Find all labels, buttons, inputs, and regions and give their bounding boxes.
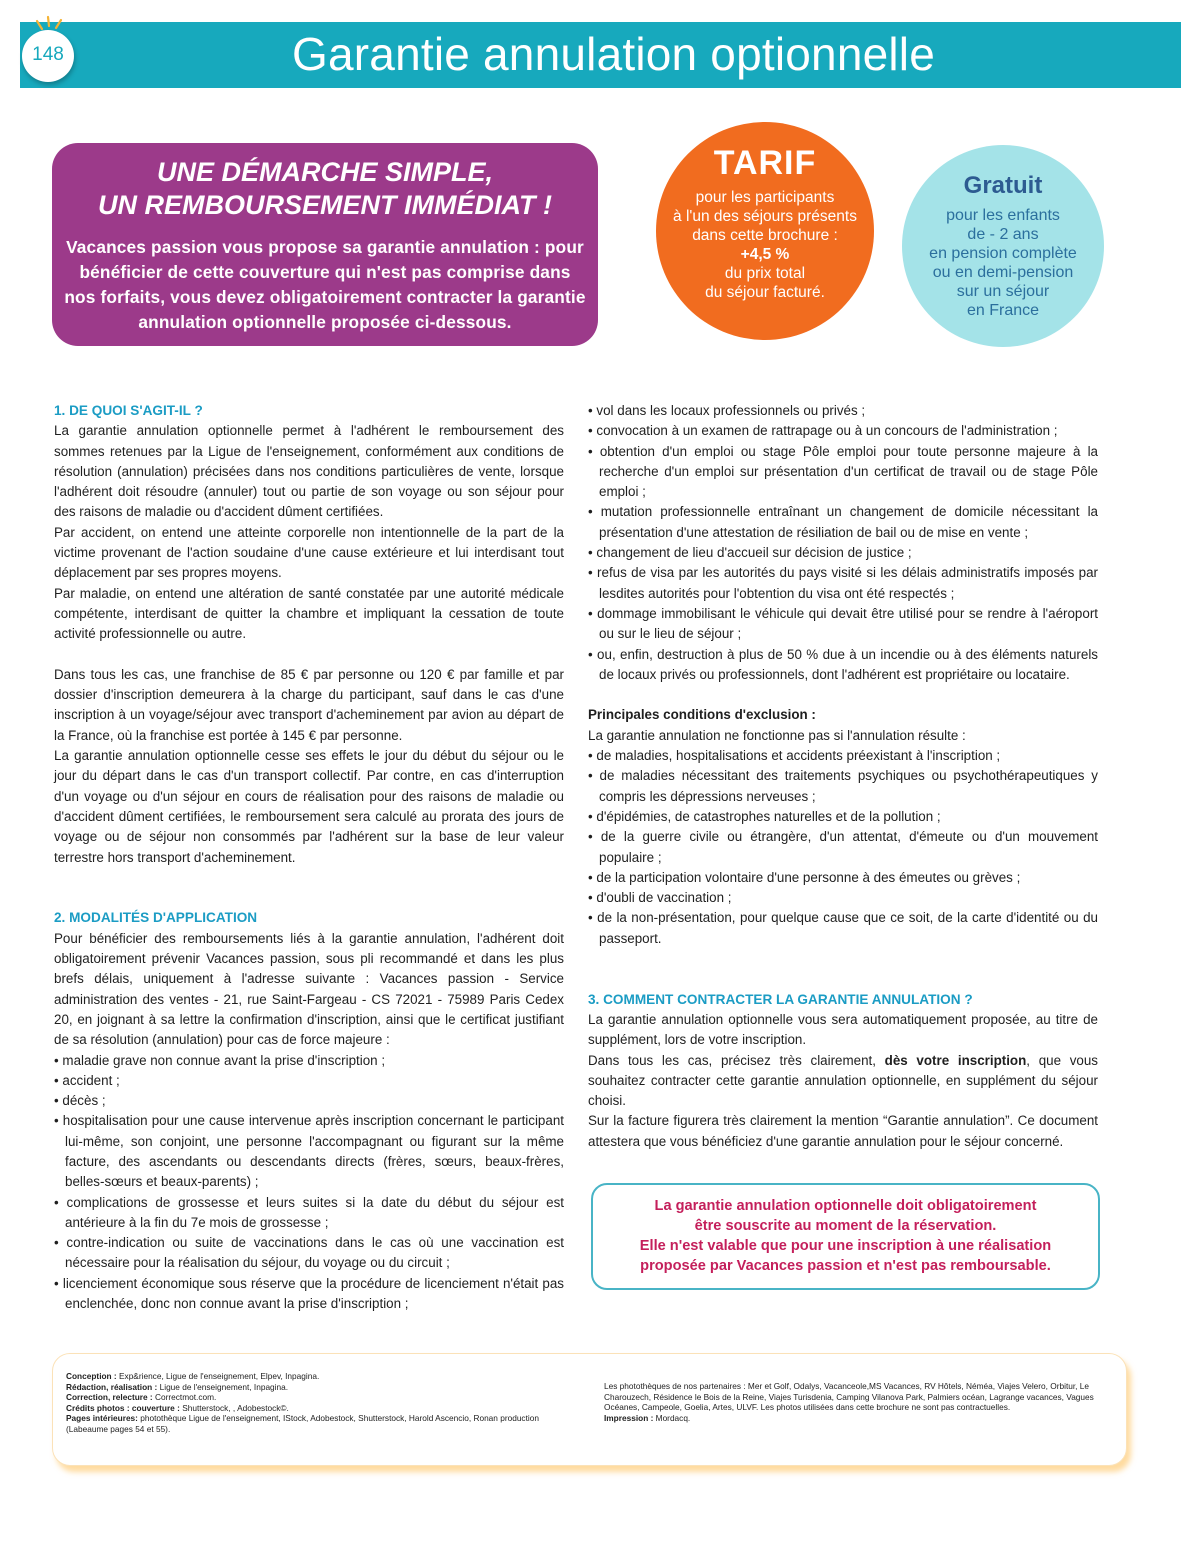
condition-item: • hospitalisation pour une cause intervenue après inscription concernant le participant lui-même, son conjoint, une personne l'accompagnant ou figurant sur la même facture, des ascendants ou descendants directs (frères, sœurs, beaux-frères, belles-sœurs et beaux-parents) ; [54, 1113, 564, 1190]
tarif-line: du prix total [724, 265, 806, 282]
credit-value: Correctmot.com. [155, 1392, 217, 1403]
credit-value: Mordacq. [655, 1412, 691, 1423]
section-1-paragraph: Dans tous les cas, une franchise de 85 € par personne ou 120 € par famille et par dossier d'inscription demeurera à la charge du participant, sauf dans le cas d'une inscription à un voyage/séjour avec transport d'acheminement par avion au départ de la France, où la franchise est portée à 145 € par personne. [54, 666, 564, 743]
notice-line: La garantie annulation optionnelle doit obligatoirement [654, 1198, 1037, 1214]
condition-item: • refus de visa par les autorités du pays visité si les délais administratifs imposés par lesdites autorités pour l'obtention du visa ont été respectés ; [588, 565, 1098, 601]
spacer [588, 949, 1098, 990]
condition-item: • décès ; [54, 1093, 106, 1109]
credit-line [66, 1392, 566, 1403]
credit-value: Ligue de l'enseignement, Inpagina. [159, 1381, 289, 1392]
tarif-line: pour les participants [695, 189, 835, 206]
exclusion-item: • de la non-présentation, pour quelque cause que ce soit, de la carte d'identité ou du passeport. [588, 910, 1098, 946]
credit-line [66, 1403, 566, 1414]
right-column [588, 401, 1098, 1152]
spacer [54, 868, 564, 909]
credit-line [66, 1382, 566, 1393]
gratuit-line: pour les enfants [946, 207, 1060, 224]
exclusion-item: • de maladies nécessitant des traitements psychiques ou psychothérapeutiques y compris les dépressions nerveuses ; [588, 768, 1098, 804]
tarif-percent: +4,5 % [740, 246, 790, 263]
section-3-emphasis: dès votre inscription [884, 1052, 1027, 1068]
condition-item: • dommage immobilisant le véhicule qui devait être utilisé pour se rendre à l'aéroport ou sur le lieu de séjour ; [588, 605, 1098, 642]
credits-right [604, 1381, 1124, 1423]
condition-item: • maladie grave non connue avant la prise d'inscription ; [54, 1052, 386, 1068]
credit-line [66, 1371, 566, 1382]
section-3-text: , que vous souhaitez contracter cette garantie annulation optionnelle, en supplément du séjour choisi. [588, 1052, 1098, 1109]
condition-item: • accident ; [54, 1072, 120, 1088]
notice-line: être souscrite au moment de la réservation. [694, 1218, 997, 1234]
notice-line: Elle n'est valable que pour une inscription à une réalisation [639, 1238, 1052, 1254]
exclusion-title: Principales conditions d'exclusion : [588, 707, 816, 723]
tarif-body [656, 188, 874, 302]
exclusion-item: • d'oubli de vaccination ; [588, 890, 732, 906]
gratuit-line: de - 2 ans [967, 226, 1039, 243]
promo-box [52, 143, 598, 346]
promo-headline-line-2: UN REMBOURSEMENT IMMÉDIAT ! [98, 190, 552, 220]
gratuit-badge [902, 145, 1104, 347]
exclusion-item: • de la participation volontaire d'une personne à des émeutes ou grèves ; [588, 869, 1021, 885]
exclusion-intro: La garantie annulation ne fonctionne pas si l'annulation résulte : [588, 727, 966, 743]
notice-line: proposée par Vacances passion et n'est pas remboursable. [640, 1258, 1051, 1274]
section-1-paragraph: La garantie annulation optionnelle permet à l'adhérent le remboursement des sommes retenues par la Ligue de l'enseignement, conformément aux conditions de résolution (annulation) précisées dans nos conditions particulières de vente, lorsque l'adhérent doit résoudre (annuler) tout ou partie de son voyage ou son séjour pour des raisons de maladie ou d'accident dûment certifiées. [54, 423, 564, 520]
page-number: 148 [32, 44, 64, 65]
promo-body: Vacances passion vous propose sa garantie annulation : pour bénéficier de cette couverture qui n'est pas comprise dans nos forfaits, vous devez obligatoirement contracter la garantie annulation optionnelle proposée ci-dessous. [64, 237, 586, 332]
tarif-line: dans cette brochure : [692, 227, 838, 244]
condition-item: • mutation professionnelle entraînant un changement de domicile nécessitant la présentation d'une attestation de résiliation de bail ou de mise en vente ; [588, 504, 1098, 540]
credit-value: Exp&rience, Ligue de l'enseignement, Elpev, Inpagina. [119, 1371, 320, 1381]
credit-label: Impression : [604, 1412, 654, 1423]
gratuit-title: Gratuit [963, 172, 1043, 199]
condition-item: • licenciement économique sous réserve que la procédure de licenciement n'était pas enclenchée, donc non connue avant la prise d'inscription ; [54, 1275, 564, 1312]
credit-value: photothèque Ligue de l'enseignement, IStock, Adobestock, Shutterstock, Harold Ascencio, Ronan production (Labeaume pages 54 et 55). [66, 1413, 539, 1434]
tarif-line: à l'un des séjours présents [673, 208, 857, 225]
condition-item: • convocation à un examen de rattrapage ou à un concours de l'administration ; [588, 423, 1058, 439]
condition-item: • obtention d'un emploi ou stage Pôle emploi pour toute personne majeure à la recherche d'un emploi sur présentation d'un certificat de travail ou de stage Pôle emploi ; [588, 443, 1098, 500]
section-3-paragraph: La garantie annulation optionnelle vous sera automatiquement proposée, au titre de supplément, lors de votre inscription. [588, 1011, 1098, 1048]
section-3-text: Dans tous les cas, précisez très clairement, [588, 1052, 885, 1068]
section-2-title: 2. MODALITÉS D'APPLICATION [54, 910, 258, 926]
credit-value: Shutterstock, , Adobestock©. [182, 1402, 289, 1413]
credit-label: Rédaction, réalisation : [66, 1381, 158, 1392]
exclusion-item: • d'épidémies, de catastrophes naturelles et de la pollution ; [588, 808, 941, 824]
tarif-line: du séjour facturé. [705, 284, 825, 301]
spacer [588, 685, 1098, 705]
section-1-title: 1. DE QUOI S'AGIT-IL ? [54, 403, 203, 418]
spacer [54, 645, 564, 665]
gratuit-body [902, 206, 1104, 320]
left-column [54, 401, 564, 1314]
section-2-intro: Pour bénéficier des remboursements liés à la garantie annulation, l'adhérent doit obligatoirement prévenir Vacances passion, sous pli recommandé et dans les plus brefs délais, uniquement à l'adresse suivante : Vacances passion - Service administration des ventes - 21, rue Saint-Fargeau - CS 72021 - 75989 Paris Cedex 20, en joignant à sa lettre la confirmation d'inscription, ainsi que le certificat justifiant de sa résolution (annulation) pour cas de force majeure : [54, 930, 564, 1048]
tarif-badge [656, 122, 874, 340]
condition-item: • complications de grossesse et leurs suites si la date du début du séjour est antérieure à la fin du 7e mois de grossesse ; [54, 1194, 564, 1230]
gratuit-line: sur un séjour [956, 283, 1050, 300]
section-3-title: 3. COMMENT CONTRACTER LA GARANTIE ANNULATION ? [588, 991, 973, 1007]
condition-item: • changement de lieu d'accueil sur décision de justice ; [588, 545, 912, 561]
credit-label: Correction, relecture : [66, 1392, 153, 1403]
gratuit-line: en pension complète [929, 245, 1077, 262]
credits-left [66, 1371, 566, 1435]
notice-text [593, 1196, 1098, 1276]
sun-rays-icon [34, 15, 74, 45]
page-title: Garantie annulation optionnelle [292, 28, 936, 80]
credit-label: Pages intérieures: [66, 1413, 138, 1424]
gratuit-line: en France [966, 302, 1040, 319]
condition-item: • ou, enfin, destruction à plus de 50 % due à un incendie ou à des éléments naturels de locaux privés ou professionnels, dont l'adhérent est propriétaire ou locataire. [588, 646, 1098, 682]
condition-item: • vol dans les locaux professionnels ou privés ; [588, 403, 866, 418]
section-3-paragraph: Sur la facture figurera très clairement la mention “Garantie annulation”. Ce document attestera que vous bénéficiez d'une garantie annulation pour le séjour concerné. [588, 1113, 1098, 1149]
gratuit-line: ou en demi-pension [932, 264, 1074, 281]
credit-label: Conception : [66, 1371, 117, 1381]
tarif-title: TARIF [713, 144, 817, 182]
exclusion-item: • de la guerre civile ou étrangère, d'un attentat, d'émeute ou d'un mouvement populaire ; [588, 829, 1098, 865]
section-1-paragraph: Par accident, on entend une atteinte corporelle non intentionnelle de la part de la victime provenant de l'action soudaine d'une cause extérieure et lui interdisant tout déplacement par ses propres moyens. [54, 524, 564, 581]
credit-label: Crédits photos : couverture : [66, 1402, 180, 1413]
section-1-paragraph: Par maladie, on entend une altération de santé constatée par une autorité médicale compétente, interdisant de quitter la chambre et impliquant la cessation de toute activité professionnelle ou autre. [54, 585, 564, 642]
promo-headline [52, 156, 598, 222]
credit-line [604, 1413, 1124, 1424]
section-3-paragraph [588, 1051, 1098, 1112]
condition-item: • contre-indication ou suite de vaccinations dans le cas où une vaccination est nécessaire pour la réalisation du séjour, du voyage ou du circuit ; [54, 1235, 564, 1271]
notice-box [591, 1183, 1100, 1290]
section-1-paragraph: La garantie annulation optionnelle cesse ses effets le jour du début du séjour ou le jour du départ dans le cas d'un transport collectif. Par contre, en cas d'interruption d'un voyage ou d'un séjour en cours de réalisation pour des raisons de maladie ou d'accident dûment certifiées, le remboursement sera calculé au prorata des jours de voyage ou de séjour non consommés par l'adhérent sur la base de leur valeur terrestre hors transport d'acheminement. [54, 748, 564, 865]
credit-partners: Les photothèques de nos partenaires : Mer et Golf, Odalys, Vacanceole,MS Vacances, RV Hôtels, Néméa, Viajes Velero, Orbitur, Le Charouzech, Résidence le Bois de la Reine, Viajes Turisdenia, Camping Vilanova Park, Palmiers océan, Lagrange vacances, Vagues Océanes, Campeole, Goelia, Artes, ULVF. Les photos utilisées dans cette brochure ne sont pas contractuelles. [604, 1381, 1094, 1413]
promo-headline-line-1: UNE DÉMARCHE SIMPLE, [156, 157, 494, 187]
credit-line [66, 1413, 566, 1434]
exclusion-item: • de maladies, hospitalisations et accidents préexistant à l'inscription ; [588, 748, 1001, 764]
